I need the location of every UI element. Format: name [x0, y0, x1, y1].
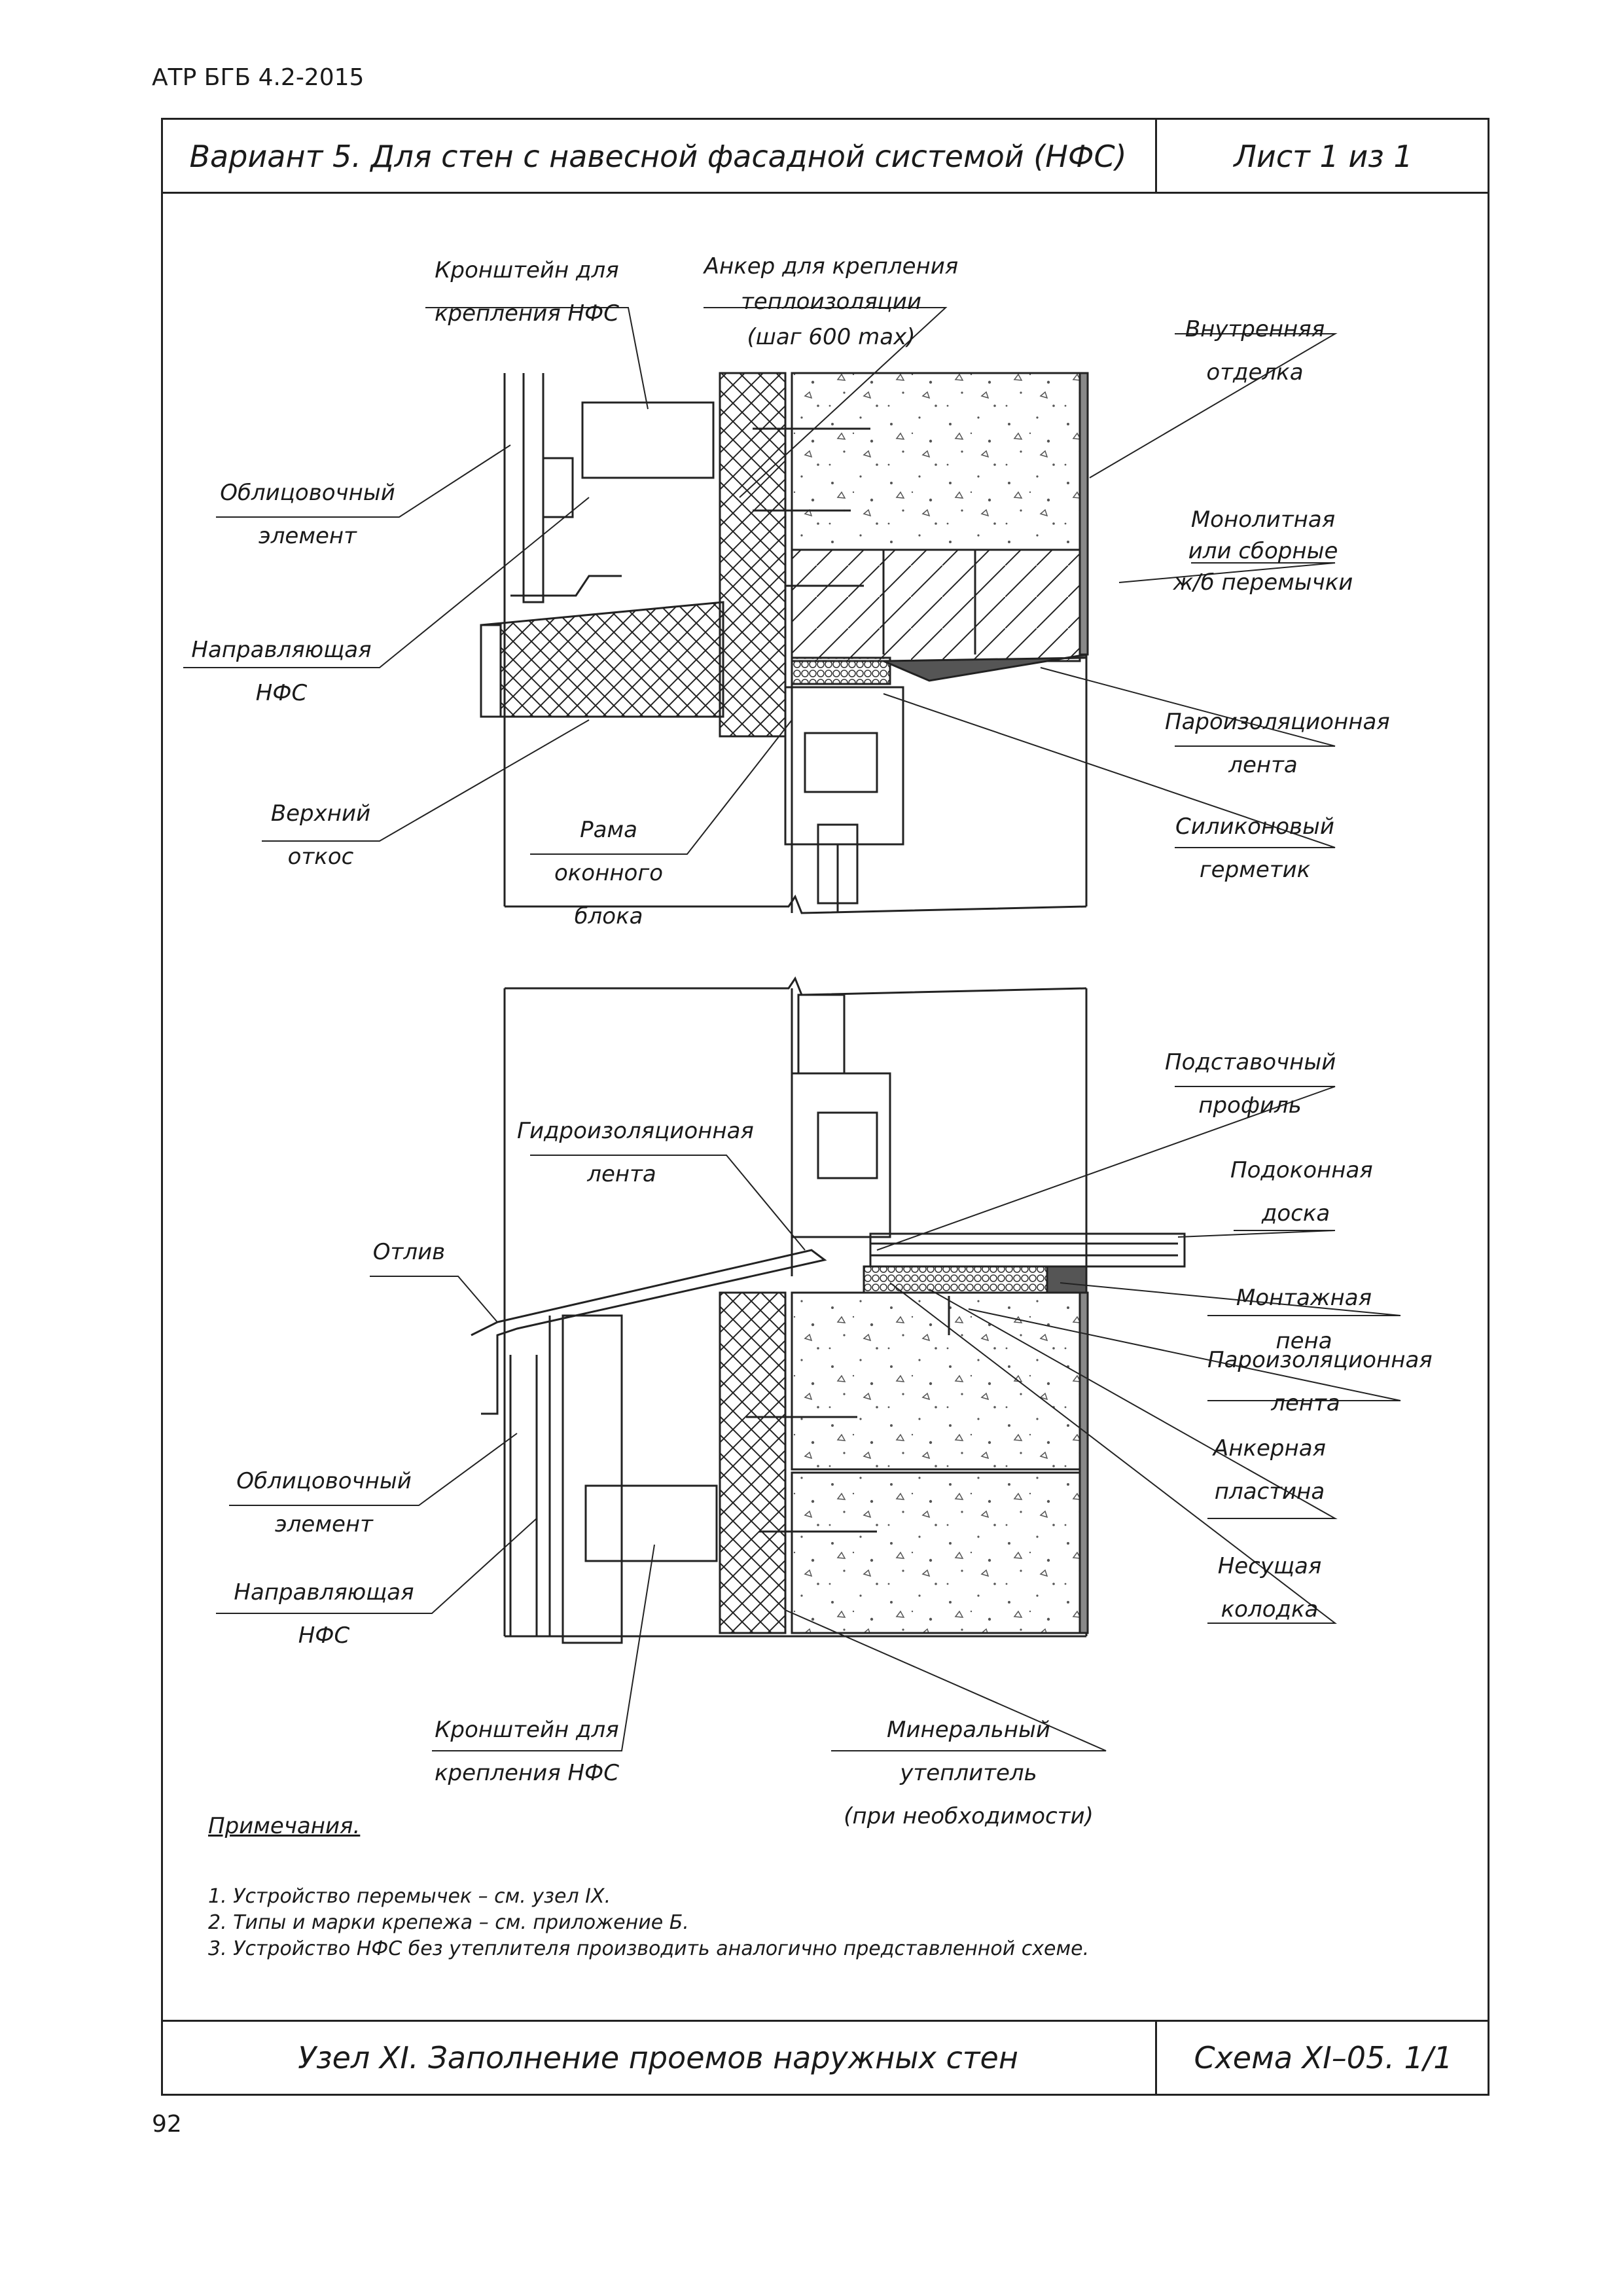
- label-anchor-plate: Анкерная пластина: [1213, 1435, 1327, 1505]
- lower-section: [471, 978, 1185, 1643]
- label-guide-upper: Направляющая НФС: [191, 637, 372, 706]
- label-drip: Отлив: [372, 1239, 446, 1265]
- note-item: 1. Устройство перемычек – см. узел IX.: [208, 1885, 611, 1908]
- notes-title: Примечания.: [208, 1813, 361, 1839]
- label-insulation: Минеральный утеплитель (при необходимости): [844, 1717, 1094, 1829]
- label-bracket-lower: Кронштейн для крепления НФС: [434, 1717, 620, 1786]
- label-inner-finish: Внутренняя отделка: [1185, 316, 1325, 386]
- note-item: 3. Устройство НФС без утеплителя производить аналогично представленной схеме.: [208, 1937, 1090, 1960]
- sheet-title: Вариант 5. Для стен с навесной фасадной системой (НФС): [189, 139, 1127, 174]
- label-waterproof-tape: Гидроизоляционная лента: [517, 1118, 754, 1187]
- node-title: Узел XI. Заполнение проемов наружных стен: [298, 2040, 1018, 2075]
- label-lintel: Монолитная или сборные ж/б перемычки: [1173, 507, 1353, 596]
- scheme-number: Схема XI–05. 1/1: [1194, 2040, 1453, 2075]
- label-cladding-upper: Облицовочный элемент: [220, 480, 395, 549]
- note-item: 2. Типы и марки крепежа – см. приложение Б.: [208, 1911, 689, 1934]
- page-number: 92: [152, 2111, 182, 2138]
- label-vapor-tape-lower: Пароизоляционная лента: [1207, 1347, 1433, 1416]
- label-upper-reveal: Верхний откос: [270, 800, 371, 870]
- label-guide-lower: Направляющая НФС: [234, 1579, 414, 1649]
- label-bracket-upper: Кронштейн для крепления НФС: [434, 257, 620, 327]
- sheet-number: Лист 1 из 1: [1234, 139, 1413, 174]
- label-bearing-block: Несущая колодка: [1217, 1553, 1322, 1623]
- document-code: АТР БГБ 4.2-2015: [152, 64, 365, 91]
- label-cladding-lower: Облицовочный элемент: [236, 1468, 412, 1537]
- label-silicone: Силиконовый герметик: [1175, 814, 1334, 883]
- label-window-sill: Подоконная доска: [1230, 1157, 1373, 1227]
- label-vapor-tape-upper: Пароизоляционная лента: [1165, 709, 1390, 778]
- label-support-profile: Подставочный профиль: [1165, 1049, 1336, 1119]
- label-window-frame: Рама оконного блока: [554, 817, 664, 929]
- label-anchor: Анкер для крепления теплоизоляции (шаг 600 max): [704, 253, 959, 350]
- label-mounting-foam: Монтажная пена: [1236, 1285, 1372, 1354]
